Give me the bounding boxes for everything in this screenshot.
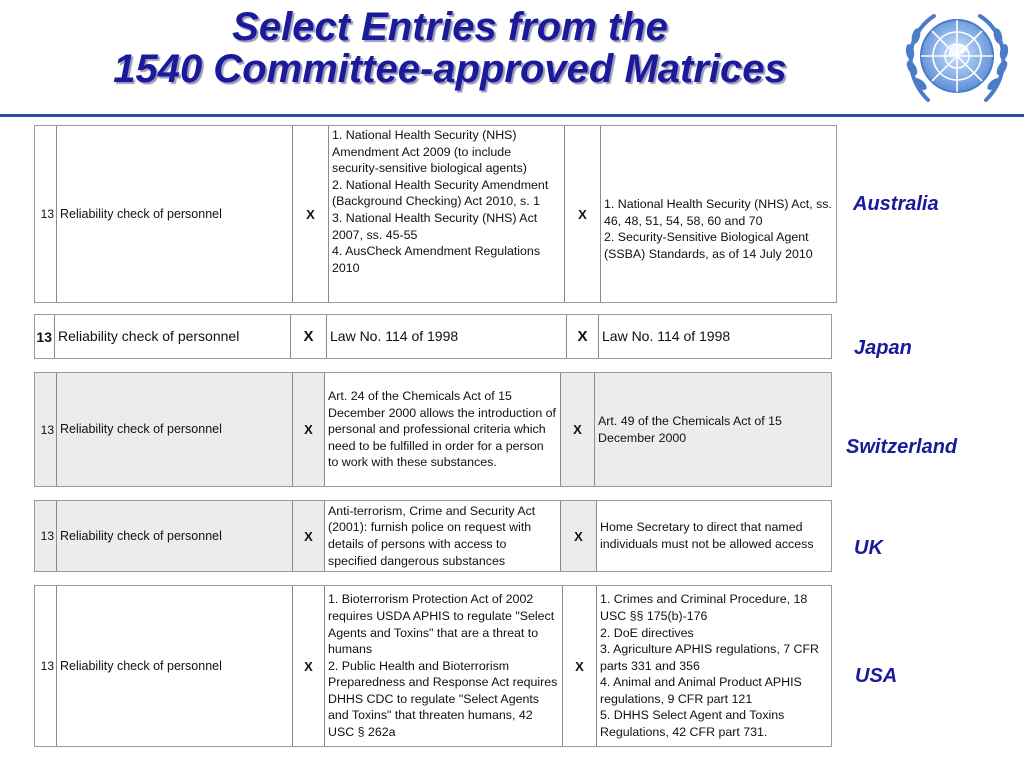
legislation-text-content: Art. 24 of the Chemicals Act of 15 December 2000 allows the introduction of personal and professional criteria which need to be fulfilled in order for a person to work with these substances. [328,389,556,470]
legislation-text-content: 1. Bioterrorism Protection Act of 2002 requires USDA APHIS to regulate "Select Agents and Toxins" that are a threat to humans 2. Public Health and Bioterrorism Preparedness and Response Act requires DHHS CDC to regulate "Select Agents and Toxins" that threaten humans, 42 USC § 262a [328,592,558,740]
country-label-japan: Japan [854,337,912,359]
enforcement-text-content: Art. 49 of the Chemicals Act of 15 December 2000 [598,414,782,445]
table-row-usa [34,585,832,747]
check-mark: X [293,586,325,746]
country-label-uk: UK [854,537,883,559]
legislation-text [325,586,563,746]
row-label: Reliability check of personnel [57,373,293,486]
legislation-text [329,126,565,302]
row-label: Reliability check of personnel [57,501,293,571]
row-number: 13 [35,373,57,486]
legislation-text-content: 1. National Health Security (NHS) Amendment Act 2009 (to include security-sensitive biological agents) 2. National Health Security Amendment (Background Checking) Act 2010, s. 1 3. National Health Security (NHS) Act 2007, ss. 45-55 4. AusCheck Amendment Regulations 2010 [332,128,549,275]
legislation-text [327,315,567,358]
title-underline [0,114,1024,117]
country-label-usa: USA [855,665,898,687]
row-label: Reliability check of personnel [55,315,291,358]
check-mark: X [561,373,595,486]
country-label-switzerland: Switzerland [846,436,958,458]
country-label-australia: Australia [853,193,939,215]
row-label: Reliability check of personnel [57,126,293,302]
table-row-uk [34,500,832,572]
enforcement-text-content: Home Secretary to direct that named individuals must not be allowed access [600,520,814,551]
un-emblem-icon [898,8,1016,112]
slide-title-line-2: 1540 Committee-approved Matrices [113,47,787,91]
row-number: 13 [35,315,55,358]
enforcement-text [595,373,831,486]
check-mark: X [565,126,601,302]
check-mark: X [563,586,597,746]
check-mark: X [293,501,325,571]
check-mark: X [561,501,597,571]
row-label: Reliability check of personnel [57,586,293,746]
slide-title-line-1: Select Entries from the [232,5,668,49]
slide-title [0,6,900,90]
row-number: 13 [35,586,57,746]
check-mark: X [567,315,599,358]
enforcement-text [599,315,831,358]
legislation-text [325,373,561,486]
check-mark: X [291,315,327,358]
check-mark: X [293,373,325,486]
row-number: 13 [35,501,57,571]
table-row-japan [34,314,832,359]
enforcement-text [601,126,837,302]
check-mark: X [293,126,329,302]
enforcement-text-content: 1. Crimes and Criminal Procedure, 18 USC §§ 175(b)-176 2. DoE directives 3. Agriculture APHIS regulations, 7 CFR parts 331 and 356 4. Animal and Animal Product APHIS regulations, 9 CFR part 121 5. DHHS Select Agent and Toxins Regulations, 42 CFR part 731. [600,592,820,740]
legislation-text-content: Anti-terrorism, Crime and Security Act (2001): furnish police on request with details of persons with access to specified dangerous substances [328,503,536,568]
legislation-text-content: Law No. 114 of 1998 [330,328,459,345]
legislation-text [325,501,561,571]
table-row-australia [34,125,837,303]
enforcement-text [597,501,831,571]
enforcement-text-content: Law No. 114 of 1998 [602,328,731,345]
row-number: 13 [35,126,57,302]
table-row-switzerland [34,372,832,487]
enforcement-text [597,586,831,746]
enforcement-text-content: 1. National Health Security (NHS) Act, ss. 46, 48, 51, 54, 58, 60 and 70 2. Security-Sensitive Biological Agent (SSBA) Standards, as of 14 July 2010 [604,197,832,261]
